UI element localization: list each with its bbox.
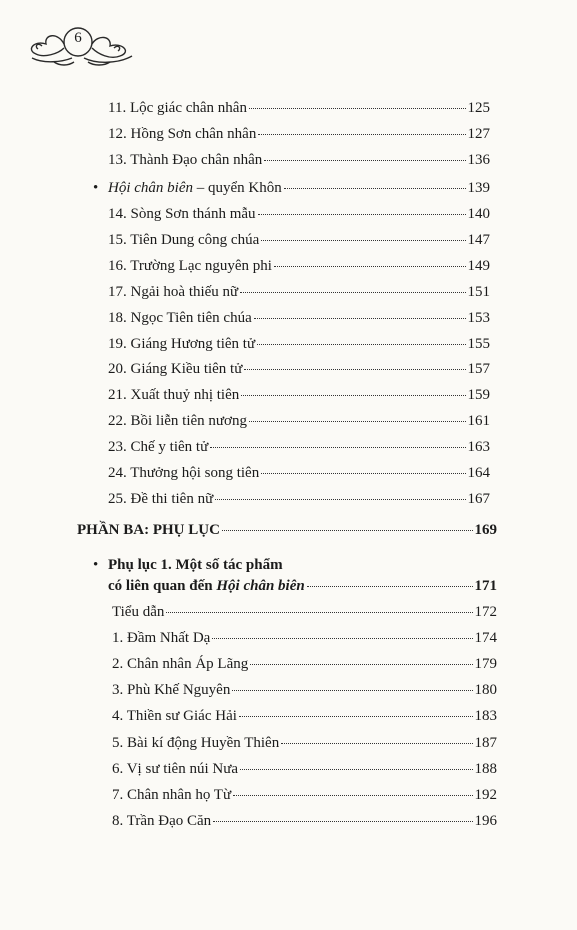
toc-entry-page: 171: [474, 578, 497, 594]
toc-entry-title: 25. Đề thi tiên nữ: [108, 490, 214, 507]
toc-entry-title: 22. Bồi liễn tiên nương: [108, 413, 247, 430]
toc-entry: [108, 150, 490, 170]
dot-leader: [249, 420, 466, 422]
toc-entry-title: 1. Đầm Nhất Dạ: [112, 630, 211, 647]
dot-leader: [210, 446, 465, 448]
toc-entry-title-italic: Hội chân biên: [108, 180, 193, 196]
dot-leader: [239, 715, 473, 717]
toc-entry: [108, 411, 490, 431]
dot-leader: [244, 368, 465, 370]
toc-entry: [112, 680, 497, 700]
dot-leader: [274, 265, 466, 267]
dot-leader: [249, 107, 466, 109]
toc-entry-page: 187: [474, 734, 497, 751]
toc-entry: [108, 204, 490, 224]
dot-leader: [261, 239, 465, 241]
bullet-icon: •: [93, 557, 99, 573]
toc-entry-page: 192: [474, 786, 497, 803]
dot-leader: [258, 213, 466, 215]
toc-entry-title: 12. Hồng Sơn chân nhân: [108, 126, 257, 143]
toc-entry-title: 8. Trần Đạo Căn: [112, 812, 212, 829]
toc-entry: [108, 282, 490, 302]
toc-entry-page: 139: [467, 180, 490, 196]
dot-leader: [254, 317, 466, 319]
toc-entry: [108, 437, 490, 457]
toc-entry-title: 14. Sòng Sơn thánh mẫu: [108, 206, 256, 222]
toc-entry: [108, 489, 490, 509]
toc-entry-page: 167: [467, 490, 490, 507]
toc-entry-title: [108, 178, 282, 198]
toc-entry-page: 163: [467, 439, 490, 456]
dot-leader: [258, 133, 465, 135]
dot-leader: [261, 472, 465, 474]
appendix-1-title-line2: [108, 576, 497, 596]
toc-entry-page: 157: [467, 361, 490, 378]
toc-entry: [108, 308, 490, 328]
dot-leader: [264, 159, 465, 161]
toc-entry: [112, 759, 497, 779]
toc-entry-title: 18. Ngọc Tiên tiên chúa: [108, 309, 252, 326]
toc-section-hoi-chan-bien: [108, 178, 490, 198]
dot-leader: [250, 663, 472, 665]
toc-entry-page: 155: [467, 335, 490, 352]
toc-entry-page: 174: [474, 630, 497, 647]
toc-entry: [112, 811, 497, 831]
toc-entry-title: 21. Xuất thuỷ nhị tiên: [108, 387, 240, 404]
dot-leader: [240, 291, 465, 293]
toc-entry-page: 172: [474, 604, 497, 620]
toc-entry-title: 15. Tiên Dung công chúa: [108, 231, 260, 248]
toc-entry-page: 149: [467, 257, 490, 274]
toc-entry: [108, 385, 490, 405]
toc-entry: [108, 359, 490, 379]
appendix-1-italic-title: Hội chân biên: [216, 578, 305, 594]
toc-entry: [112, 706, 497, 726]
toc-entry-page: 159: [467, 387, 490, 404]
dot-leader: [240, 768, 473, 770]
toc-entry: [108, 124, 490, 144]
toc-entry-title: 5. Bài kí động Huyền Thiên: [112, 734, 280, 751]
toc-entry-page: 127: [467, 126, 490, 143]
toc-entry: [108, 334, 490, 354]
toc-entry-page: 125: [467, 100, 490, 116]
toc-entry-title: 3. Phù Khế Nguyên: [112, 682, 231, 699]
toc-entry-title: [108, 576, 305, 596]
toc-entry-title: 20. Giáng Kiều tiên tử: [108, 361, 243, 378]
toc-entry-page: 180: [474, 682, 497, 699]
toc-entry: [112, 628, 497, 648]
dot-leader: [213, 820, 472, 822]
toc-entry: [112, 785, 497, 805]
toc-entry-title: 7. Chân nhân họ Từ: [112, 786, 232, 803]
page-number: 6: [74, 30, 82, 46]
dot-leader: [281, 742, 472, 744]
dot-leader: [241, 394, 465, 396]
toc-entry: [112, 733, 497, 753]
toc-entry: [112, 654, 497, 674]
toc-entry-title: Tiểu dẫn: [112, 604, 165, 620]
toc-entry: [108, 230, 490, 250]
toc-entry-page: 161: [467, 413, 490, 430]
toc-entry-title: 24. Thưởng hội song tiên: [108, 465, 260, 481]
dot-leader: [212, 637, 472, 639]
toc-entry: [108, 98, 490, 118]
toc-entry-page: 169: [474, 522, 497, 538]
toc-entry-page: 196: [474, 812, 497, 829]
toc-entry-page: 151: [467, 283, 490, 300]
dot-leader: [233, 794, 472, 796]
toc-entry-title: 6. Vị sư tiên núi Nưa: [112, 760, 238, 777]
toc-entry-page: 179: [474, 656, 497, 673]
toc-part-three: [77, 520, 497, 540]
dot-leader: [166, 611, 472, 613]
dot-leader: [284, 187, 466, 189]
toc-entry-title-rest: – quyển Khôn: [192, 180, 282, 196]
toc-entry: [112, 602, 497, 622]
toc-entry-title: 16. Trường Lạc nguyên phi: [108, 257, 272, 274]
toc-entry-page: 147: [467, 231, 490, 248]
toc-entry-page: 140: [467, 206, 490, 222]
toc-entry-title: 23. Chế y tiên tử: [108, 439, 209, 456]
toc-entry: [108, 256, 490, 276]
appendix-1-title-line1: Phụ lục 1. Một số tác phẩm: [108, 557, 283, 573]
toc-entry-title: PHẦN BA: PHỤ LỤC: [77, 522, 220, 538]
toc-entry: [108, 463, 490, 483]
toc-entry-title: 4. Thiền sư Giác Hải: [112, 708, 237, 725]
toc-entry-title: 2. Chân nhân Áp Lãng: [112, 656, 249, 673]
dot-leader: [222, 529, 473, 531]
toc-entry-page: 183: [474, 708, 497, 725]
dot-leader: [307, 585, 473, 587]
toc-entry-page: 164: [467, 465, 490, 481]
dot-leader: [257, 343, 465, 345]
toc-entry-title: 19. Giáng Hương tiên tử: [108, 335, 256, 352]
toc-entry-page: 188: [474, 760, 497, 777]
toc-entry-title: 11. Lộc giác chân nhân: [108, 100, 247, 116]
toc-entry-title: 13. Thành Đạo chân nhân: [108, 152, 263, 169]
toc-entry-title: 17. Ngải hoà thiếu nữ: [108, 283, 239, 300]
appendix-1-prefix: có liên quan đến: [108, 578, 217, 594]
toc-entry-page: 136: [467, 152, 490, 169]
dot-leader: [232, 689, 472, 691]
bullet-icon: •: [93, 180, 99, 196]
toc-entry-page: 153: [467, 309, 490, 326]
dot-leader: [215, 498, 465, 500]
